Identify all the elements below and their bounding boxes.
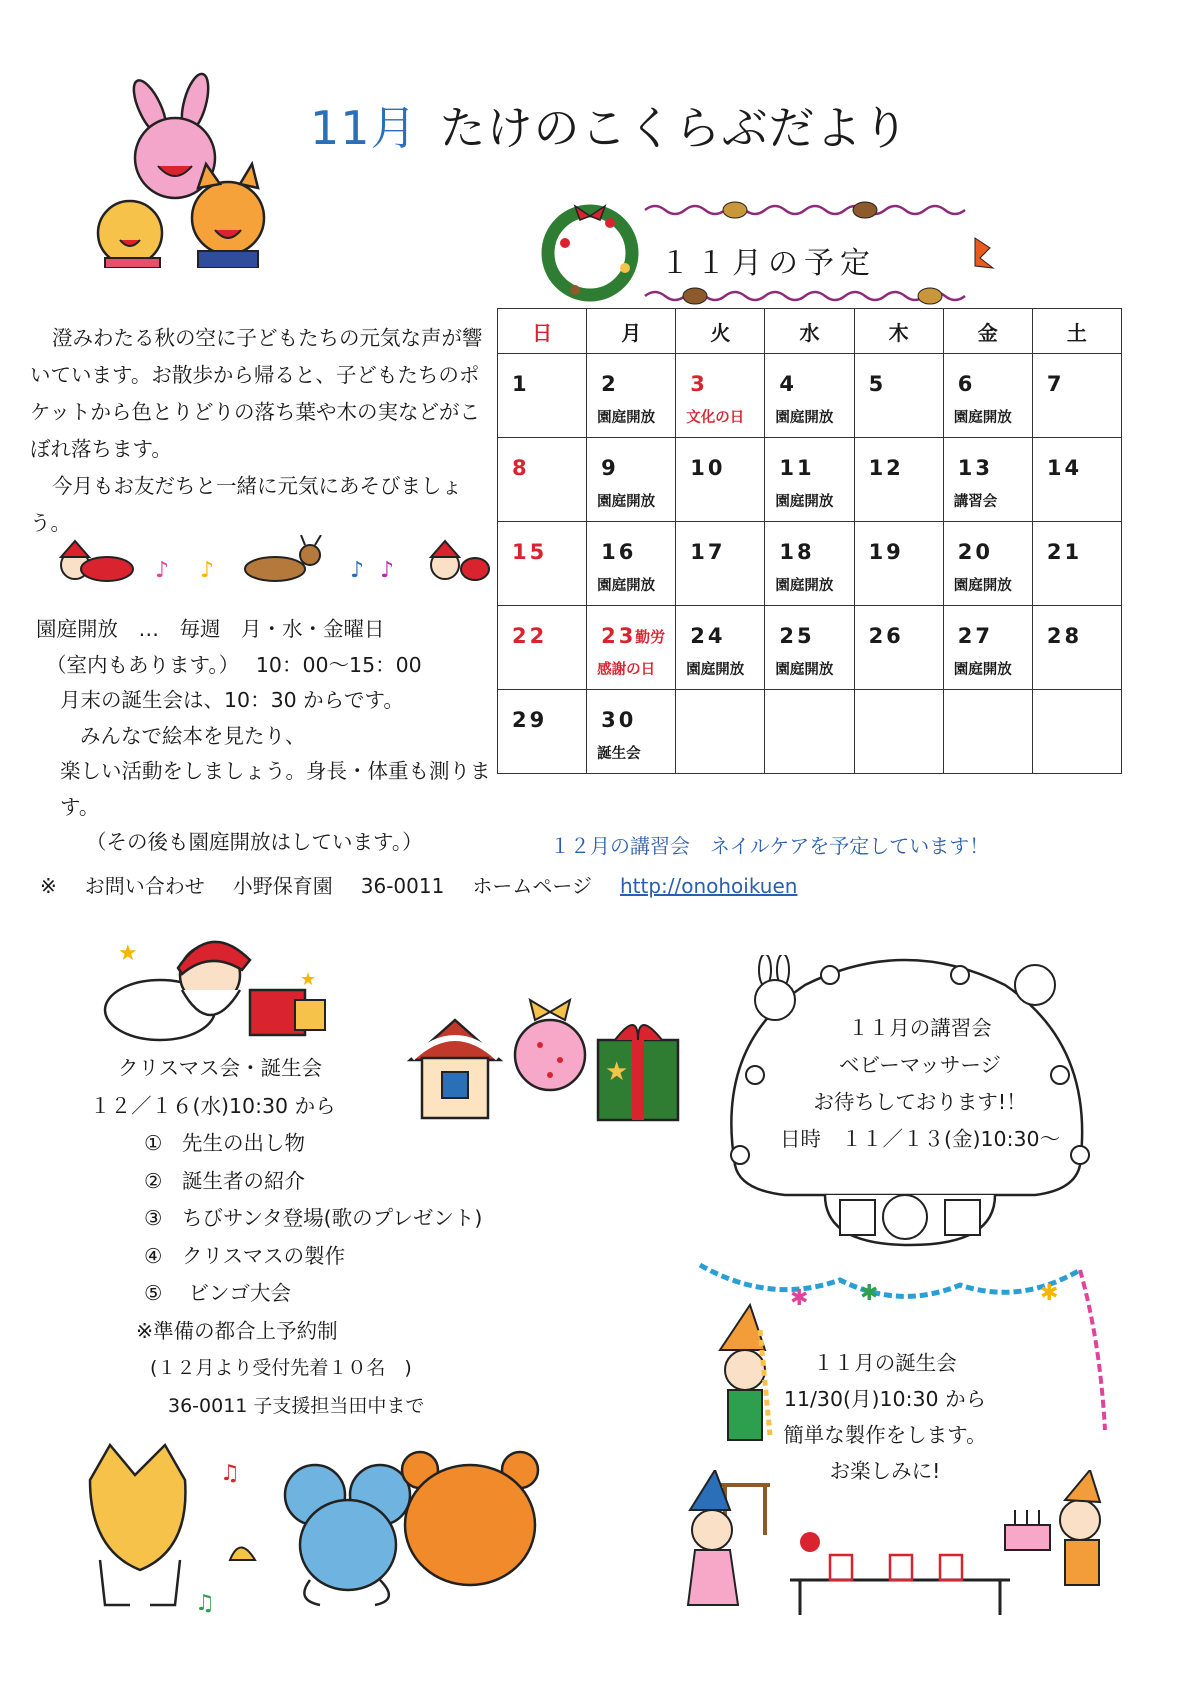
calendar-day-cell bbox=[854, 690, 943, 774]
day-number: 1 bbox=[512, 372, 530, 396]
day-number: 15 bbox=[512, 540, 548, 564]
calendar-day-cell bbox=[676, 438, 765, 522]
calendar-day-cell bbox=[498, 606, 587, 690]
xmas-program-item bbox=[144, 1238, 482, 1276]
day-inline-note: 勤労 bbox=[635, 628, 666, 646]
xmas-program-item bbox=[144, 1200, 482, 1238]
calendar-day-cell bbox=[765, 354, 854, 438]
intro-paragraph-1: 澄みわたる秋の空に子どもたちの元気な声が響いています。お散歩から帰ると、子どもたちのポケットから色とりどりの落ち葉や木の実などがこぼれ落ちます。 bbox=[30, 326, 483, 461]
contact-label: お問い合わせ bbox=[84, 874, 205, 898]
day-number: 20 bbox=[957, 540, 993, 564]
weekday-sun: 日 bbox=[498, 309, 587, 354]
calendar-day-cell bbox=[676, 354, 765, 438]
day-event: 園庭開放 bbox=[597, 578, 656, 594]
seminar-subject: ベビーマッサージ bbox=[839, 1053, 1001, 1077]
birthday-party-illustration bbox=[670, 1470, 1120, 1620]
xmas-title: クリスマス会・誕生会 bbox=[118, 1056, 323, 1080]
santa-reindeer-divider bbox=[35, 535, 490, 595]
calendar-week-row bbox=[498, 522, 1122, 606]
item-text: 先生の出し物 bbox=[182, 1131, 305, 1155]
day-number: 3 bbox=[690, 372, 708, 396]
day-number: 13 bbox=[957, 456, 993, 480]
info-birthday-time: 月末の誕生会は、10：30 からです。 bbox=[60, 688, 404, 712]
contact-line bbox=[40, 870, 797, 899]
calendar-day-cell bbox=[854, 438, 943, 522]
day-number: 23 bbox=[601, 624, 637, 648]
day-number: 21 bbox=[1046, 540, 1083, 564]
november-calendar bbox=[497, 308, 1122, 774]
calendar-day-cell bbox=[676, 522, 765, 606]
item-text: ちびサンタ登場(歌のプレゼント) bbox=[182, 1206, 483, 1230]
november-birthday-party bbox=[740, 1345, 1030, 1489]
calendar-day-cell bbox=[854, 522, 943, 606]
day-event: 園庭開放 bbox=[686, 662, 745, 678]
item-number: ③ bbox=[144, 1206, 163, 1230]
calendar-weekday-row bbox=[498, 309, 1122, 354]
page-title bbox=[310, 92, 910, 158]
xmas-program-item bbox=[144, 1163, 482, 1201]
intro-message bbox=[30, 320, 490, 542]
day-event: 園庭開放 bbox=[775, 662, 834, 678]
contact-hp-label: ホームページ bbox=[472, 874, 592, 898]
day-number: 18 bbox=[779, 540, 815, 564]
svg-text:♪: ♪ bbox=[350, 558, 365, 583]
schedule-banner-title: １１月の予定 bbox=[660, 246, 876, 281]
homepage-link[interactable]: http://onohoikuen bbox=[619, 874, 798, 898]
xmas-reception-note: (１２月より受付先着１０名 ) bbox=[150, 1357, 412, 1379]
weekday-fri: 金 bbox=[943, 309, 1032, 354]
calendar-day-cell bbox=[854, 606, 943, 690]
xmas-contact-note: 36-0011 子支援担当田中まで bbox=[168, 1394, 425, 1417]
calendar-day-cell bbox=[587, 354, 676, 438]
weekday-tue: 火 bbox=[676, 309, 765, 354]
calendar-day-cell bbox=[587, 690, 676, 774]
day-event: 園庭開放 bbox=[953, 662, 1012, 678]
intro-paragraph-2: 今月もお友だちと一緒に元気にあそびましょう。 bbox=[30, 474, 462, 535]
calendar-day-cell bbox=[498, 522, 587, 606]
day-number: 24 bbox=[690, 624, 726, 648]
day-number: 11 bbox=[779, 456, 815, 480]
animal-band-illustration bbox=[80, 1440, 550, 1615]
day-number: 8 bbox=[512, 456, 530, 480]
day-event: 文化の日 bbox=[686, 410, 745, 426]
item-number: ⑤ bbox=[144, 1281, 163, 1305]
svg-text:★: ★ bbox=[605, 1057, 629, 1087]
calendar-day-cell bbox=[854, 354, 943, 438]
calendar-day-cell bbox=[676, 606, 765, 690]
calendar-day-cell bbox=[765, 522, 854, 606]
calendar-day-cell bbox=[765, 438, 854, 522]
title-text: たけのこくらぶだより bbox=[439, 101, 910, 155]
calendar-day-cell bbox=[1032, 354, 1121, 438]
xmas-reservation-note: ※準備の都合上予約制 bbox=[136, 1318, 338, 1343]
day-number: 30 bbox=[601, 708, 637, 732]
day-number: 25 bbox=[779, 624, 815, 648]
day-event: 講習会 bbox=[953, 494, 998, 510]
svg-text:♫: ♫ bbox=[195, 1591, 215, 1615]
calendar-day-cell bbox=[498, 354, 587, 438]
day-number: 12 bbox=[868, 456, 904, 480]
calendar-day-cell bbox=[943, 438, 1032, 522]
calendar-day-cell bbox=[943, 690, 1032, 774]
seminar-date-label: 日時 bbox=[780, 1127, 821, 1151]
svg-text:✱: ✱ bbox=[1040, 1281, 1059, 1306]
calendar-day-cell bbox=[587, 438, 676, 522]
weekday-wed: 水 bbox=[765, 309, 854, 354]
bday-activity: 簡単な製作をします。 bbox=[783, 1423, 987, 1447]
day-number: 10 bbox=[690, 456, 726, 480]
day-number: 6 bbox=[957, 372, 976, 396]
calendar-day-cell bbox=[943, 606, 1032, 690]
open-garden-info bbox=[36, 612, 496, 861]
day-number: 9 bbox=[601, 456, 619, 480]
day-number: 4 bbox=[779, 372, 798, 396]
day-event: 園庭開放 bbox=[775, 410, 834, 426]
calendar-week-row bbox=[498, 606, 1122, 690]
bday-title: １１月の誕生会 bbox=[813, 1351, 957, 1375]
calendar-day-cell bbox=[498, 438, 587, 522]
day-number: 7 bbox=[1046, 372, 1065, 396]
seminar-date-value: １１／１３(金)10:30～ bbox=[841, 1127, 1061, 1151]
calendar-body bbox=[498, 354, 1122, 774]
info-activities: 楽しい活動をしましょう。身長・体重も測ります。 bbox=[60, 759, 491, 819]
contact-mark: ※ bbox=[40, 874, 57, 898]
day-event: 誕生会 bbox=[597, 746, 641, 762]
calendar-day-cell bbox=[587, 522, 676, 606]
animal-friends-illustration bbox=[80, 68, 280, 268]
calendar-day-cell bbox=[1032, 690, 1121, 774]
november-seminar bbox=[770, 1010, 1070, 1158]
day-number: 22 bbox=[512, 624, 548, 648]
calendar-week-row bbox=[498, 438, 1122, 522]
svg-text:✱: ✱ bbox=[860, 1281, 879, 1306]
item-text: クリスマスの製作 bbox=[182, 1243, 346, 1268]
info-after-note: （その後も園庭開放はしています。） bbox=[86, 830, 423, 854]
day-number: 29 bbox=[512, 708, 548, 732]
weekday-thu: 木 bbox=[854, 309, 943, 354]
info-hours: （室内もあります。） 10：00～15：00 bbox=[46, 652, 422, 677]
bday-date: 11/30(月)10:30 から bbox=[783, 1387, 987, 1411]
svg-text:♫: ♫ bbox=[220, 1461, 240, 1486]
calendar-day-cell bbox=[765, 690, 854, 774]
day-number: 16 bbox=[601, 540, 637, 564]
day-number: 2 bbox=[601, 372, 619, 396]
weekday-sat: 土 bbox=[1032, 309, 1121, 354]
calendar-day-cell bbox=[676, 690, 765, 774]
svg-text:♪: ♪ bbox=[380, 558, 395, 583]
item-number: ④ bbox=[144, 1243, 163, 1268]
xmas-program-list bbox=[144, 1125, 482, 1313]
xmas-date: １２／１６(水)10:30 から bbox=[90, 1093, 336, 1118]
calendar-week-row bbox=[498, 354, 1122, 438]
day-event: 園庭開放 bbox=[597, 494, 656, 510]
item-text: 誕生者の紹介 bbox=[182, 1168, 305, 1193]
day-event: 園庭開放 bbox=[953, 410, 1012, 426]
day-event: 感謝の日 bbox=[597, 662, 656, 678]
xmas-program-item bbox=[144, 1125, 482, 1163]
day-number: 14 bbox=[1046, 456, 1083, 480]
day-event: 園庭開放 bbox=[775, 578, 834, 594]
calendar-day-cell bbox=[943, 354, 1032, 438]
day-number: 28 bbox=[1046, 624, 1083, 648]
item-text: ビンゴ大会 bbox=[182, 1281, 292, 1305]
contact-phone: 36-0011 bbox=[360, 874, 445, 898]
calendar-day-cell bbox=[765, 606, 854, 690]
contact-org: 小野保育園 bbox=[232, 874, 333, 898]
calendar-day-cell bbox=[943, 522, 1032, 606]
calendar-day-cell bbox=[1032, 522, 1121, 606]
day-number: 19 bbox=[868, 540, 904, 564]
calendar-day-cell bbox=[1032, 606, 1121, 690]
december-seminar-note: １２月の講習会 ネイルケアを予定しています！ bbox=[550, 834, 990, 858]
item-number: ② bbox=[144, 1168, 163, 1193]
day-event: 園庭開放 bbox=[597, 410, 656, 426]
xmas-program-item bbox=[144, 1275, 482, 1313]
seminar-date bbox=[780, 1121, 1070, 1158]
day-number: 5 bbox=[868, 372, 887, 396]
svg-text:✱: ✱ bbox=[790, 1286, 809, 1311]
info-schedule: 園庭開放 … 毎週 月・水・金曜日 bbox=[36, 617, 385, 641]
bday-closing: お楽しみに! bbox=[829, 1459, 941, 1483]
item-number: ① bbox=[144, 1131, 163, 1155]
seminar-message: お待ちしております!！ bbox=[813, 1090, 1027, 1114]
calendar-week-row bbox=[498, 690, 1122, 774]
christmas-party-section bbox=[90, 1050, 482, 1425]
seminar-title: １１月の講習会 bbox=[848, 1016, 992, 1040]
day-event: 園庭開放 bbox=[775, 494, 834, 510]
weekday-mon: 月 bbox=[587, 309, 676, 354]
title-month: 11月 bbox=[310, 101, 418, 155]
calendar-day-cell bbox=[1032, 438, 1121, 522]
svg-text:♪: ♪ bbox=[155, 558, 170, 583]
day-number: 27 bbox=[957, 624, 993, 648]
day-number: 26 bbox=[868, 624, 904, 648]
santa-gift-illustration bbox=[100, 930, 335, 1045]
info-picture-books: みんなで絵本を見たり、 bbox=[80, 723, 306, 748]
svg-text:♪: ♪ bbox=[200, 558, 215, 583]
svg-text:★: ★ bbox=[300, 969, 317, 990]
calendar-day-cell bbox=[587, 606, 676, 690]
day-number: 17 bbox=[690, 540, 726, 564]
day-event: 園庭開放 bbox=[953, 578, 1012, 594]
svg-text:★: ★ bbox=[118, 941, 138, 966]
